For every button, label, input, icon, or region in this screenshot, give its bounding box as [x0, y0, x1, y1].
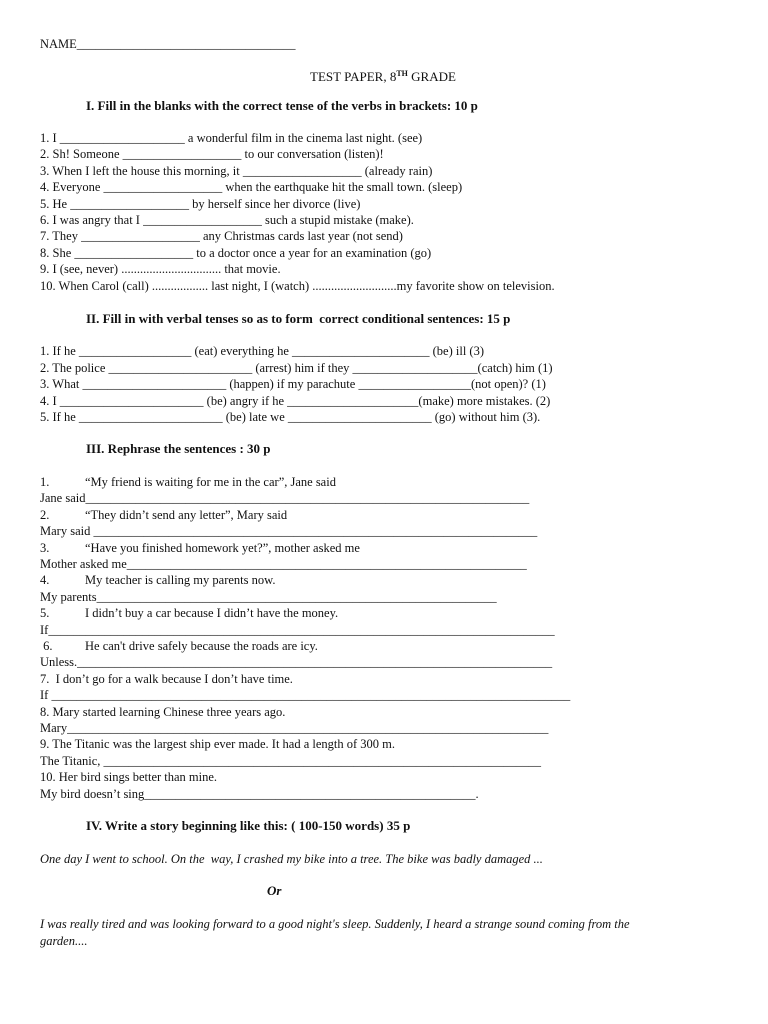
- question-text: 7. I don’t go for a walk because I don’t have time.: [40, 671, 293, 686]
- section2-item: 5. If he _______________________ (be) late we _______________________ (go) without him (3).: [40, 410, 541, 424]
- title-rest: GRADE: [407, 69, 456, 84]
- story-prompt-1: One day I went to school. On the way, I crashed my bike into a tree. The bike was badly damaged ...: [40, 852, 543, 866]
- question-text: 10. Her bird sings better than mine.: [40, 770, 218, 785]
- section3-question: [40, 605, 338, 621]
- section3-answer-line: Mother asked me________________________________________________________________: [40, 557, 527, 571]
- question-number: 2.: [40, 507, 50, 522]
- section3-question: [40, 638, 318, 654]
- section3-answer-line: The Titanic, ______________________________________________________________________: [40, 753, 542, 768]
- section1-item: 10. When Carol (call) .................. last night, I (watch) ...........................my favorite show on television.: [40, 278, 555, 293]
- section1-item: 1. I ____________________ a wonderful film in the cinema last night. (see): [40, 131, 423, 145]
- question-number: 6.: [40, 639, 53, 653]
- section3-question: [40, 671, 293, 687]
- section3-answer-line: Mary_____________________________________________________________________________: [40, 721, 549, 735]
- section1-item: 7. They ___________________ any Christmas cards last year (not send): [40, 229, 403, 244]
- section1-item: 2. Sh! Someone ___________________ to our conversation (listen)!: [40, 147, 384, 162]
- name-line: NAME___________________________________: [40, 37, 296, 51]
- title-main: TEST PAPER, 8: [310, 69, 397, 84]
- question-text: “My friend is waiting for me in the car”, Jane said: [85, 475, 336, 489]
- section3-question: [40, 769, 217, 785]
- title-superscript: TH: [396, 69, 408, 78]
- section3-answer-line: My parents________________________________________________________________: [40, 589, 497, 604]
- section1-item: 4. Everyone ___________________ when the earthquake hit the small town. (sleep): [40, 180, 463, 195]
- section2-heading: II. Fill in with verbal tenses so as to form correct conditional sentences: 15 p: [86, 311, 511, 326]
- section3-answer-line: Mary said _______________________________________________________________________: [40, 524, 538, 539]
- question-number: 5.: [40, 606, 50, 621]
- section3-question: [40, 474, 336, 490]
- section3-answer-line: Unless.____________________________________________________________________________: [40, 655, 553, 670]
- section1-item: 6. I was angry that I ___________________ such a stupid mistake (make).: [40, 213, 414, 227]
- story-prompt-2-line-2: garden....: [40, 934, 88, 948]
- section3-question: [40, 736, 395, 752]
- section3-answer-line: If ___________________________________________________________________________________: [40, 688, 571, 703]
- section1-heading: I. Fill in the blanks with the correct tense of the verbs in brackets: 10 p: [86, 98, 478, 113]
- section1-item: 9. I (see, never) ................................ that movie.: [40, 262, 281, 277]
- section3-question: [40, 704, 285, 720]
- section3-question: [40, 507, 287, 523]
- page-title: [310, 66, 456, 85]
- section1-item: 3. When I left the house this morning, it ___________________ (already rain): [40, 163, 433, 178]
- or-label: Or: [267, 883, 282, 898]
- story-prompt-2-line-1: I was really tired and was looking forward to a good night's sleep. Suddenly, I heard a strange sound coming from the: [40, 917, 630, 931]
- section3-answer-line: If_________________________________________________________________________________: [40, 622, 555, 637]
- section2-item: 1. If he __________________ (eat) everything he ______________________ (be) ill (3): [40, 344, 485, 358]
- section2-item: 4. I _______________________ (be) angry if he _____________________(make) more mistakes. (2): [40, 393, 551, 408]
- question-text: My teacher is calling my parents now.: [85, 573, 276, 588]
- question-text: He can't drive safely because the roads are icy.: [85, 639, 318, 653]
- section3-answer-line: Jane said_______________________________________________________________________: [40, 491, 530, 506]
- question-number: 4.: [40, 573, 50, 588]
- section2-item: 2. The police _______________________ (arrest) him if they ____________________(catch) him (1): [40, 360, 553, 375]
- question-text: 9. The Titanic was the largest ship ever made. It had a length of 300 m.: [40, 737, 396, 752]
- question-text: “They didn’t send any letter”, Mary said: [85, 507, 288, 522]
- section3-question: [40, 540, 360, 556]
- section1-item: 5. He ___________________ by herself since her divorce (live): [40, 196, 361, 211]
- section4-heading: IV. Write a story beginning like this: ( 100-150 words) 35 p: [86, 818, 411, 833]
- question-number: 3.: [40, 540, 50, 555]
- question-text: I didn’t buy a car because I didn’t have the money.: [85, 606, 339, 621]
- section2-item: 3. What _______________________ (happen) if my parachute __________________(not open)? (1): [40, 377, 546, 391]
- section3-question: [40, 572, 275, 588]
- section3-answer-line: My bird doesn’t sing_____________________________________________________.: [40, 786, 479, 801]
- question-text: 8. Mary started learning Chinese three years ago.: [40, 704, 286, 719]
- question-text: “Have you finished homework yet?”, mother asked me: [85, 540, 360, 555]
- question-number: 1.: [40, 475, 50, 489]
- section3-heading: III. Rephrase the sentences : 30 p: [86, 441, 271, 456]
- section1-item: 8. She ___________________ to a doctor once a year for an examination (go): [40, 245, 432, 260]
